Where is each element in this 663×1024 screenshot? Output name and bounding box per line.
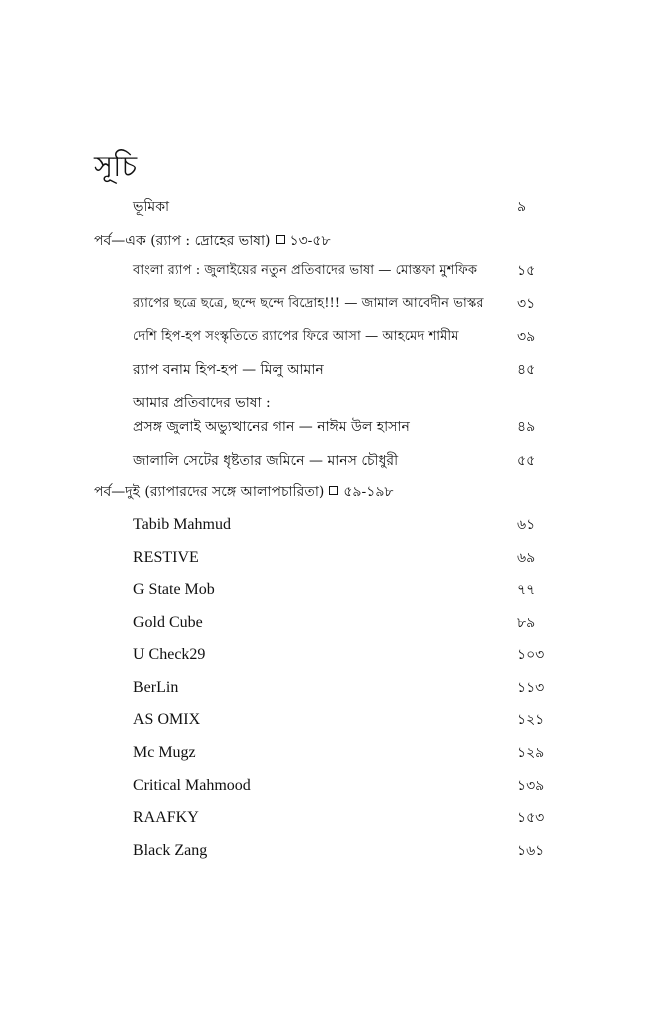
toc-entry[interactable] xyxy=(0,324,663,350)
entry-page-number: ১৬১ xyxy=(517,843,545,859)
entry-title: RAAFKY xyxy=(133,809,199,826)
entry-title: Mc Mugz xyxy=(133,744,196,761)
entry-page-number: ৯ xyxy=(517,199,527,215)
entry-page-number: ১২৯ xyxy=(517,745,545,761)
entry-page-number: ১০৩ xyxy=(517,647,545,663)
entry-title: G State Mob xyxy=(133,581,215,598)
entry-title: U Check29 xyxy=(133,646,206,663)
toc-entry[interactable] xyxy=(0,740,663,766)
square-bullet-icon xyxy=(276,235,285,244)
toc-entry[interactable] xyxy=(0,291,663,317)
entry-page-number: ৩১ xyxy=(517,296,536,312)
entry-title: বাংলা র‍্যাপ : জুলাইয়ের নতুন প্রতিবাদের ভাষা — মোস্তফা মুশফিক xyxy=(133,263,478,278)
entry-page-number: ১১৩ xyxy=(517,680,545,696)
entry-title: RESTIVE xyxy=(133,549,199,566)
entry-title: BerLin xyxy=(133,679,179,696)
entry-page-number: ১৩৯ xyxy=(517,778,545,794)
part-page-range: ১৩-৫৮ xyxy=(289,233,331,249)
entry-title: Critical Mahmood xyxy=(133,777,251,794)
part-1-heading[interactable] xyxy=(94,228,331,254)
entry-title: প্রসঙ্গ জুলাই অভ্যুত্থানের গান — নাঈম উল হাসান xyxy=(133,419,410,435)
toc-entry[interactable] xyxy=(0,258,663,284)
entry-page-number: ১৫৩ xyxy=(517,810,545,826)
entry-page-number: ৫৫ xyxy=(517,453,536,469)
entry-page-number: ৪৯ xyxy=(517,419,536,435)
entry-title: Tabib Mahmud xyxy=(133,516,231,533)
entry-title: র‍্যাপের ছত্রে ছত্রে, ছন্দে ছন্দে বিদ্রোহ!!! — জামাল আবেদীন ভাস্কর xyxy=(133,296,484,311)
toc-entry[interactable] xyxy=(0,357,663,383)
toc-entry[interactable] xyxy=(0,545,663,571)
entry-page-number: ৮৯ xyxy=(517,615,536,631)
toc-entry[interactable] xyxy=(0,414,663,440)
entry-page-number: ৪৫ xyxy=(517,362,536,378)
entry-title: ভূমিকা xyxy=(133,199,170,215)
toc-entry[interactable] xyxy=(0,577,663,603)
toc-entry[interactable] xyxy=(0,805,663,831)
entry-title-first-line: আমার প্রতিবাদের ভাষা : xyxy=(133,395,271,411)
toc-entry[interactable] xyxy=(0,642,663,668)
toc-entry[interactable] xyxy=(0,675,663,701)
entry-title: Black Zang xyxy=(133,842,208,859)
part-label: পর্ব—এক (র‍্যাপ : দ্রোহের ভাষা) xyxy=(94,233,271,249)
toc-entry[interactable] xyxy=(0,610,663,636)
entry-page-number: ১২১ xyxy=(517,712,545,728)
part-2-heading[interactable] xyxy=(94,479,394,505)
toc-entry[interactable] xyxy=(0,773,663,799)
entry-title: র‍্যাপ বনাম হিপ-হপ — মিলু আমান xyxy=(133,362,324,378)
square-bullet-icon xyxy=(329,486,338,495)
entry-page-number: ৬১ xyxy=(517,517,536,533)
entry-page-number: ৩৯ xyxy=(517,329,536,345)
part-page-range: ৫৯-১৯৮ xyxy=(343,484,394,500)
page-title: সূচি xyxy=(94,149,138,183)
entry-title: জালালি সেটের ধৃষ্টতার জমিনে — মানস চৌধুরী xyxy=(133,453,399,469)
entry-title: দেশি হিপ-হপ সংস্কৃতিতে র‍্যাপের ফিরে আসা — আহমেদ শামীম xyxy=(133,329,459,344)
entry-page-number: ৬৯ xyxy=(517,550,536,566)
entry-page-number: ৭৭ xyxy=(517,582,536,598)
toc-entry[interactable] xyxy=(0,838,663,864)
part-label: পর্ব—দুই (র‍্যাপারদের সঙ্গে আলাপচারিতা) xyxy=(94,484,325,500)
entry-title: Gold Cube xyxy=(133,614,203,631)
toc-entry[interactable] xyxy=(0,448,663,474)
toc-entry-preface[interactable] xyxy=(0,194,663,220)
entry-title: AS OMIX xyxy=(133,711,201,728)
toc-entry[interactable] xyxy=(0,512,663,538)
toc-entry[interactable] xyxy=(0,707,663,733)
entry-page-number: ১৫ xyxy=(517,263,536,279)
